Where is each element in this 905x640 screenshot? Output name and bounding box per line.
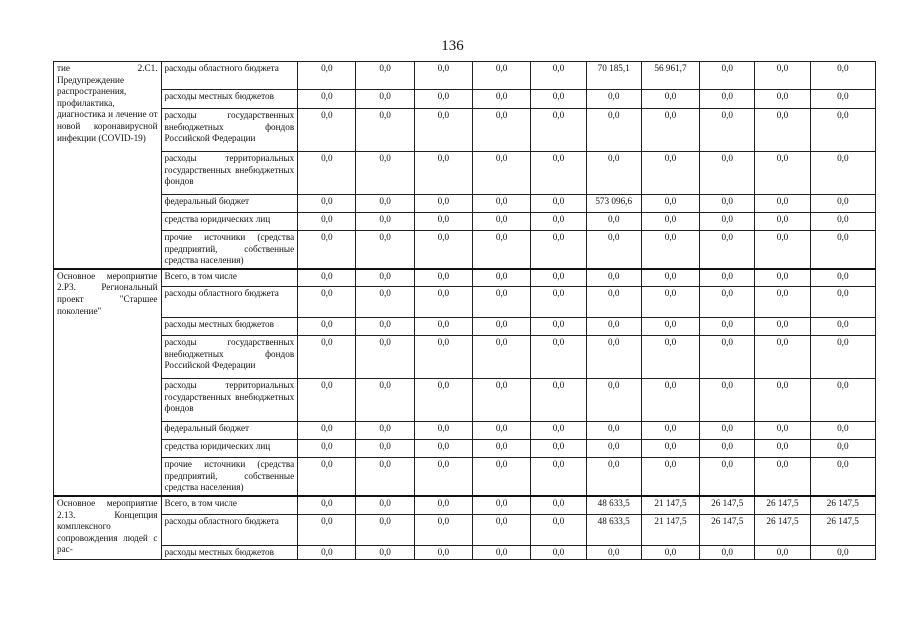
amount-cell: 21 147,5 [641, 514, 699, 545]
amount-cell: 0,0 [586, 318, 641, 336]
amount-cell: 0,0 [641, 152, 699, 195]
funding-source-cell: Всего, в том числе [161, 496, 298, 514]
amount-cell: 0,0 [414, 195, 472, 213]
table-row [54, 287, 876, 318]
amount-cell: 0,0 [755, 379, 810, 422]
table-row [54, 152, 876, 195]
table-row [54, 379, 876, 422]
amount-cell: 0,0 [414, 318, 472, 336]
amount-cell: 0,0 [473, 379, 531, 422]
amount-cell: 0,0 [356, 152, 414, 195]
amount-cell: 0,0 [356, 440, 414, 458]
amount-cell: 0,0 [473, 195, 531, 213]
funding-source-cell: средства юридических лиц [161, 440, 298, 458]
amount-cell: 0,0 [700, 269, 755, 287]
amount-cell: 0,0 [356, 109, 414, 152]
amount-cell: 0,0 [755, 109, 810, 152]
amount-cell: 0,0 [810, 318, 875, 336]
amount-cell: 0,0 [473, 545, 531, 560]
amount-cell: 0,0 [414, 152, 472, 195]
amount-cell: 0,0 [700, 195, 755, 213]
amount-cell: 0,0 [414, 62, 472, 90]
amount-cell: 0,0 [356, 545, 414, 560]
amount-cell: 0,0 [641, 213, 699, 231]
amount-cell: 0,0 [414, 514, 472, 545]
funding-source-cell: расходы государственных внебюджетных фондов Российской Федерации [161, 109, 298, 152]
table-row [54, 195, 876, 213]
amount-cell: 0,0 [586, 422, 641, 440]
amount-cell: 0,0 [810, 440, 875, 458]
funding-source-cell: расходы областного бюджета [161, 62, 298, 90]
amount-cell: 26 147,5 [755, 496, 810, 514]
amount-cell: 0,0 [298, 496, 356, 514]
amount-cell: 0,0 [586, 458, 641, 496]
amount-cell: 0,0 [414, 90, 472, 109]
amount-cell: 0,0 [700, 336, 755, 379]
amount-cell: 0,0 [700, 379, 755, 422]
amount-cell: 0,0 [356, 90, 414, 109]
amount-cell: 0,0 [531, 514, 586, 545]
funding-source-cell: расходы местных бюджетов [161, 318, 298, 336]
amount-cell: 0,0 [586, 379, 641, 422]
amount-cell: 0,0 [810, 458, 875, 496]
amount-cell: 0,0 [414, 545, 472, 560]
amount-cell: 26 147,5 [810, 514, 875, 545]
amount-cell: 26 147,5 [810, 496, 875, 514]
table-row [54, 213, 876, 231]
amount-cell: 0,0 [755, 231, 810, 269]
amount-cell: 26 147,5 [700, 514, 755, 545]
amount-cell: 0,0 [531, 440, 586, 458]
amount-cell: 573 096,6 [586, 195, 641, 213]
amount-cell: 0,0 [356, 195, 414, 213]
amount-cell: 0,0 [356, 379, 414, 422]
amount-cell: 0,0 [473, 109, 531, 152]
amount-cell: 0,0 [755, 213, 810, 231]
amount-cell: 0,0 [755, 336, 810, 379]
funding-source-cell: расходы местных бюджетов [161, 90, 298, 109]
amount-cell: 0,0 [473, 422, 531, 440]
amount-cell: 0,0 [641, 195, 699, 213]
amount-cell: 0,0 [755, 62, 810, 90]
amount-cell: 0,0 [298, 545, 356, 560]
amount-cell: 0,0 [298, 287, 356, 318]
amount-cell: 0,0 [531, 318, 586, 336]
amount-cell: 0,0 [641, 422, 699, 440]
amount-cell: 0,0 [473, 269, 531, 287]
amount-cell: 0,0 [810, 213, 875, 231]
amount-cell: 0,0 [700, 545, 755, 560]
amount-cell: 0,0 [700, 318, 755, 336]
amount-cell: 0,0 [356, 62, 414, 90]
amount-cell: 0,0 [641, 109, 699, 152]
amount-cell: 0,0 [641, 318, 699, 336]
amount-cell: 0,0 [755, 287, 810, 318]
amount-cell: 0,0 [414, 213, 472, 231]
amount-cell: 0,0 [298, 514, 356, 545]
amount-cell: 0,0 [810, 231, 875, 269]
amount-cell: 0,0 [641, 440, 699, 458]
amount-cell: 0,0 [473, 213, 531, 231]
table-row [54, 440, 876, 458]
amount-cell: 0,0 [298, 62, 356, 90]
amount-cell: 0,0 [810, 379, 875, 422]
event-name-cell: тие 2.С1. Предупреждение распространения, профилактика, диагностика и лечение от новой коронавирусной инфекции (COVID-19) [54, 62, 162, 269]
amount-cell: 0,0 [586, 287, 641, 318]
amount-cell: 0,0 [414, 109, 472, 152]
amount-cell: 0,0 [700, 422, 755, 440]
amount-cell: 0,0 [700, 213, 755, 231]
amount-cell: 0,0 [531, 545, 586, 560]
amount-cell: 0,0 [473, 318, 531, 336]
amount-cell: 0,0 [473, 458, 531, 496]
amount-cell: 0,0 [414, 440, 472, 458]
amount-cell: 0,0 [810, 269, 875, 287]
amount-cell: 0,0 [641, 90, 699, 109]
amount-cell: 0,0 [755, 318, 810, 336]
amount-cell: 0,0 [755, 440, 810, 458]
amount-cell: 0,0 [473, 287, 531, 318]
table-row [54, 318, 876, 336]
amount-cell: 0,0 [531, 195, 586, 213]
amount-cell: 0,0 [641, 336, 699, 379]
amount-cell: 0,0 [414, 287, 472, 318]
amount-cell: 0,0 [531, 90, 586, 109]
amount-cell: 0,0 [755, 545, 810, 560]
funding-source-cell: прочие источники (средства предприятий, собственные средства населения) [161, 231, 298, 269]
amount-cell: 0,0 [473, 62, 531, 90]
amount-cell: 0,0 [414, 231, 472, 269]
amount-cell: 0,0 [356, 458, 414, 496]
amount-cell: 0,0 [473, 440, 531, 458]
budget-table [53, 61, 876, 560]
amount-cell: 0,0 [298, 336, 356, 379]
amount-cell: 0,0 [810, 195, 875, 213]
funding-source-cell: федеральный бюджет [161, 195, 298, 213]
amount-cell: 0,0 [531, 422, 586, 440]
amount-cell: 0,0 [755, 458, 810, 496]
amount-cell: 0,0 [531, 287, 586, 318]
amount-cell: 0,0 [298, 269, 356, 287]
amount-cell: 0,0 [531, 379, 586, 422]
amount-cell: 0,0 [473, 496, 531, 514]
table-row [54, 514, 876, 545]
amount-cell: 0,0 [356, 514, 414, 545]
funding-source-cell: расходы территориальных государственных внебюджетных фондов [161, 379, 298, 422]
amount-cell: 0,0 [531, 109, 586, 152]
amount-cell: 0,0 [641, 231, 699, 269]
amount-cell: 0,0 [755, 422, 810, 440]
amount-cell: 0,0 [810, 336, 875, 379]
amount-cell: 0,0 [586, 109, 641, 152]
amount-cell: 0,0 [531, 62, 586, 90]
event-name-cell: Основное мероприятие 2.13. Концепция комплексного сопровождения людей с рас- [54, 496, 162, 560]
amount-cell: 0,0 [700, 458, 755, 496]
amount-cell: 26 147,5 [755, 514, 810, 545]
amount-cell: 0,0 [700, 287, 755, 318]
amount-cell: 0,0 [298, 109, 356, 152]
amount-cell: 0,0 [356, 269, 414, 287]
page-number: 136 [441, 38, 464, 54]
amount-cell: 0,0 [586, 545, 641, 560]
amount-cell: 0,0 [700, 109, 755, 152]
amount-cell: 0,0 [298, 195, 356, 213]
amount-cell: 0,0 [641, 287, 699, 318]
table-row [54, 231, 876, 269]
amount-cell: 0,0 [586, 152, 641, 195]
amount-cell: 70 185,1 [586, 62, 641, 90]
amount-cell: 0,0 [473, 336, 531, 379]
amount-cell: 0,0 [414, 269, 472, 287]
amount-cell: 0,0 [700, 152, 755, 195]
amount-cell: 0,0 [755, 152, 810, 195]
amount-cell: 0,0 [298, 90, 356, 109]
amount-cell: 0,0 [755, 269, 810, 287]
amount-cell: 0,0 [755, 195, 810, 213]
amount-cell: 0,0 [473, 231, 531, 269]
amount-cell: 0,0 [641, 379, 699, 422]
amount-cell: 0,0 [473, 90, 531, 109]
amount-cell: 0,0 [531, 269, 586, 287]
funding-source-cell: расходы государственных внебюджетных фондов Российской Федерации [161, 336, 298, 379]
amount-cell: 0,0 [586, 336, 641, 379]
table-row [54, 90, 876, 109]
amount-cell: 0,0 [810, 152, 875, 195]
amount-cell: 48 633,5 [586, 496, 641, 514]
amount-cell: 48 633,5 [586, 514, 641, 545]
amount-cell: 0,0 [298, 318, 356, 336]
amount-cell: 0,0 [414, 422, 472, 440]
amount-cell: 0,0 [298, 458, 356, 496]
amount-cell: 0,0 [298, 422, 356, 440]
table-row [54, 269, 876, 287]
amount-cell: 0,0 [586, 213, 641, 231]
amount-cell: 26 147,5 [700, 496, 755, 514]
funding-source-cell: расходы областного бюджета [161, 287, 298, 318]
amount-cell: 0,0 [414, 458, 472, 496]
amount-cell: 0,0 [356, 336, 414, 379]
amount-cell: 0,0 [810, 545, 875, 560]
funding-source-cell: расходы областного бюджета [161, 514, 298, 545]
amount-cell: 0,0 [641, 545, 699, 560]
amount-cell: 0,0 [700, 62, 755, 90]
amount-cell: 0,0 [586, 269, 641, 287]
amount-cell: 0,0 [298, 231, 356, 269]
amount-cell: 0,0 [531, 231, 586, 269]
amount-cell: 0,0 [641, 269, 699, 287]
funding-source-cell: прочие источники (средства предприятий, собственные средства населения) [161, 458, 298, 496]
amount-cell: 0,0 [641, 458, 699, 496]
amount-cell: 0,0 [356, 287, 414, 318]
funding-source-cell: расходы местных бюджетов [161, 545, 298, 560]
amount-cell: 0,0 [586, 231, 641, 269]
table-row [54, 496, 876, 514]
event-name-cell: Основное мероприятие 2.Р3. Региональный проект "Старшее поколение" [54, 269, 162, 496]
amount-cell: 0,0 [531, 213, 586, 231]
amount-cell: 0,0 [356, 318, 414, 336]
table-row [54, 545, 876, 560]
amount-cell: 0,0 [700, 231, 755, 269]
amount-cell: 21 147,5 [641, 496, 699, 514]
table-row [54, 422, 876, 440]
amount-cell: 0,0 [700, 440, 755, 458]
amount-cell: 0,0 [298, 213, 356, 231]
amount-cell: 0,0 [356, 496, 414, 514]
funding-source-cell: средства юридических лиц [161, 213, 298, 231]
amount-cell: 0,0 [298, 440, 356, 458]
amount-cell: 0,0 [755, 90, 810, 109]
amount-cell: 0,0 [810, 422, 875, 440]
funding-source-cell: федеральный бюджет [161, 422, 298, 440]
table-row [54, 62, 876, 90]
funding-source-cell: расходы территориальных государственных внебюджетных фондов [161, 152, 298, 195]
table-row [54, 109, 876, 152]
amount-cell: 0,0 [810, 287, 875, 318]
amount-cell: 0,0 [298, 379, 356, 422]
amount-cell: 0,0 [586, 90, 641, 109]
amount-cell: 0,0 [810, 109, 875, 152]
amount-cell: 0,0 [356, 213, 414, 231]
funding-source-cell: Всего, в том числе [161, 269, 298, 287]
amount-cell: 0,0 [531, 152, 586, 195]
amount-cell: 0,0 [586, 440, 641, 458]
amount-cell: 0,0 [356, 231, 414, 269]
amount-cell: 0,0 [700, 90, 755, 109]
amount-cell: 0,0 [531, 458, 586, 496]
amount-cell: 56 961,7 [641, 62, 699, 90]
amount-cell: 0,0 [531, 496, 586, 514]
amount-cell: 0,0 [531, 336, 586, 379]
amount-cell: 0,0 [414, 336, 472, 379]
table-row [54, 336, 876, 379]
amount-cell: 0,0 [473, 514, 531, 545]
amount-cell: 0,0 [414, 496, 472, 514]
amount-cell: 0,0 [810, 62, 875, 90]
table-row [54, 458, 876, 496]
amount-cell: 0,0 [356, 422, 414, 440]
amount-cell: 0,0 [473, 152, 531, 195]
amount-cell: 0,0 [298, 152, 356, 195]
amount-cell: 0,0 [810, 90, 875, 109]
amount-cell: 0,0 [414, 379, 472, 422]
